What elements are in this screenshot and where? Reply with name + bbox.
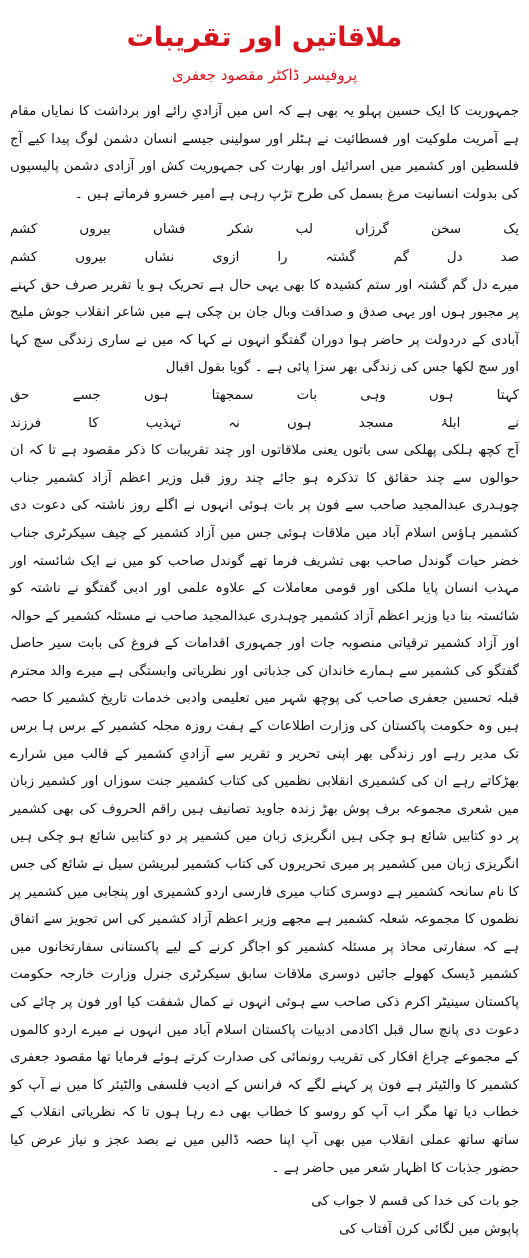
verse-word: گشتہ — [325, 249, 356, 265]
verse-word: را — [277, 249, 288, 265]
verse-word: بیروں — [79, 222, 111, 238]
closing-couplet — [10, 1188, 519, 1243]
verse-word: ہوں — [287, 415, 312, 431]
verse-word: دل — [446, 249, 463, 265]
verse-line — [10, 410, 519, 438]
verse-word: فشاں — [153, 222, 186, 238]
verse-word: کا — [88, 415, 99, 431]
verse-word: بات — [296, 387, 318, 403]
verse-word: ابلۂ — [440, 415, 461, 431]
verse-word: گرزاں — [355, 222, 389, 238]
article-title: ملاقاتیں اور تقریبات — [126, 22, 403, 53]
verse-word: گم — [393, 249, 409, 265]
verse-word: فرزند — [10, 415, 42, 431]
verse-word: بیروں — [75, 249, 107, 265]
closing-line: جو بات کی خدا کی قسم لا جواب کی — [311, 1194, 519, 1210]
verse-word: مسجد — [358, 415, 394, 431]
verse-word: شکر — [227, 222, 254, 238]
verse-word: لب — [295, 222, 313, 238]
verse-word: تہذیب — [145, 415, 182, 431]
paragraph-intro: جمہوریت کا ایک حسین پہلو یہ بھی ہے کہ اس میں آزادیِ رائے اور برداشت کا نمایاں مقام ہے آمریت ملوکیت اور فسطائیت نے ہٹلر اور سولینی جیسے انسان دشمن لوگ پیدا کیے آج فلسطین اور کشمیر میں اسرائیل اور بھارت کی جمہوریت کش اور آزادی دشمن پالیسیوں کی بدولت انسانیت مرغ بسمل کی طرح تڑپ رہی ہے امیر خسرو فرماتے ہیں ۔ — [10, 104, 519, 202]
verse-word: وہی — [360, 387, 386, 403]
couplet-iqbal — [10, 382, 519, 437]
paragraph-josh: میرے دل گم گشتہ اور ستم کشیدہ کا بھی یہی حال ہے تحریک ہو یا تقریر صرف حق کہنے پر مجبور ہوں اور یہی صدق و صداقت وبال جان بن چکی ہے میں شاعر انقلاب جوش ملیح آبادی کے دردولت پر حاضر ہوا دوران گفتگو انہوں نے کہا کہ میں نے ساری زندگی سچ کہا اور سچ لکھا جس کی زندگی بھر سزا پائی ہے ۔ گویا بقول اقبال — [10, 277, 519, 376]
verse-word: نشاں — [144, 249, 175, 265]
verse-word: کشم — [10, 249, 38, 265]
closing-line: پاپوش میں لگائی کرن آفتاب کی — [339, 1221, 519, 1237]
verse-word: صد — [500, 249, 519, 265]
verse-word: نہ — [228, 415, 240, 431]
verse-line — [10, 244, 519, 272]
paragraph-meetings: آج کچھ ہلکی پھلکی سی باتوں یعنی ملاقاتوں اور چند تقریبات کا ذکر مقصود ہے تا کہ ان حوالوں سے چند حقائق کا تذکرہ ہو جائے چند روز قبل وزیر اعظم آزاد کشمیر جناب چوہدری عبدالمجید صاحب سے فون پر بات ہوئی انہوں نے اگلے روز ناشتہ کی دعوت دی کشمیر ہاؤس اسلام آباد میں ملاقات ہوئی جس میں آزاد کشمیر کے چیف سیکرٹری جناب خضر حیات گوندل صاحب بھی تشریف فرما تھے گوندل صاحب کو میں نے ایک شائستہ اور مہذب انسان پایا ملکی اور قومی معاملات کے علاوہ علمی اور ادبی گفتگو نے ناشتہ کو شائستہ بنا دیا وزیر اعظم آزاد کشمیر چوہدری عبدالمجید صاحب نے مسئلہ کشمیر کے حوالہ اور آزاد کشمیر ترقیاتی منصوبہ جات اور جمہوری اقدامات کے فروغ کی بابت سیر حاصل گفتگو کی کشمیر سے ہمارے خاندان کی جذباتی اور نظریاتی وابستگی ہے میرے والد محترم قبلہ تحسین جعفری صاحب کی پوچھ شہر میں تعلیمی وادبی خدمات تاریخ کشمیر کا حصہ ہیں وہ حکومت پاکستان کی وزارت اطلاعات کے ہفت روزہ مجلہ کشمیر کے برس ہا برس تک مدیر رہے اور زندگی بھر اپنی تحریر و تقریر سے آزادیِ کشمیر کے قالب میں شرارے بھڑکاتے رہے ان کی کشمیری انقلابی نظمیں کی کتاب کشمیر جنت سوزاں اور کشمیر زبان میں شعری مجموعہ برف پوش بھڑ زندہ جاوید تصانیف ہیں راقم الحروف کی بھی کشمیر پر دو کتابیں شائع ہو چکی ہیں انگریزی زبان میں کشمیر پر دو کتابیں شائع ہو چکی ہیں انگریزی زبان میں کشمیر پر میری تحریروں کی کتاب کشمیر لبریشن سیل نے شائع کی جس کا نام سانحہ کشمیر ہے دوسری کتاب میری فارسی اردو کشمیری اور پنجابی میں کشمیر پر نظموں کا مجموعہ شعلہ کشمیر ہے مجھے وزیر اعظم آزاد کشمیر کی اس تجویز سے اتفاق ہے کہ سفارتی محاذ پر مسئلہ کشمیر کو اجاگر کرنے کے لیے پاکستانی سفارتخانوں میں کشمیر ڈیسک کھولے جائیں دوسری ملاقات سابق سیکرٹری جنرل وزارت خارجہ حکومت پاکستان سینیٹر اکرم ذکی صاحب سے ہوئی انہوں نے کمال شفقت کیا اور فون پر چائے کی دعوت دی پانچ سال قبل اکادمی ادبیات پاکستان اسلام آباد میں انہوں نے میرے اردو کالموں کے مجموعے چراغ افکار کی تقریب رونمائی کی صدارت کرتے ہوئے فرمایا تھا مقصود جعفری کشمیر کا والٹیئر ہے فون پر کہنے لگے کہ فرانس کے ادیب فلسفی والٹیئر کا میں نے آپ کو خطاب دیا تھا مگر اب آپ کو روسو کا خطاب بھی دے رہا ہوں تا کہ نظریاتی انقلاب کے ساتھ ساتھ عملی انقلاب میں بھی آپ اپنا حصہ ڈالیں میں نے بصد عجز و نیاز عرض کیا حضور جذبات کا اظہار شعر میں حاضر ہے ۔ — [10, 443, 519, 1176]
verse-word: جسے — [72, 387, 101, 403]
verse-word: کہتا — [496, 387, 519, 403]
verse-word: ہوں — [143, 387, 169, 403]
verse-line — [10, 216, 519, 244]
verse-word: کشم — [10, 222, 38, 238]
verse-word: یک — [503, 222, 519, 238]
verse-word: حق — [10, 387, 30, 403]
verse-line — [10, 382, 519, 410]
author-byline: پروفیسر ڈاکٹر مقصود جعفری — [171, 66, 358, 84]
verse-word: سخن — [431, 222, 462, 238]
verse-word: ازوی — [212, 249, 240, 265]
verse-word: نے — [507, 415, 519, 431]
verse-word: سمجھتا — [211, 387, 254, 403]
couplet-amir-khusro — [10, 216, 519, 271]
verse-word: ہوں — [428, 387, 454, 403]
